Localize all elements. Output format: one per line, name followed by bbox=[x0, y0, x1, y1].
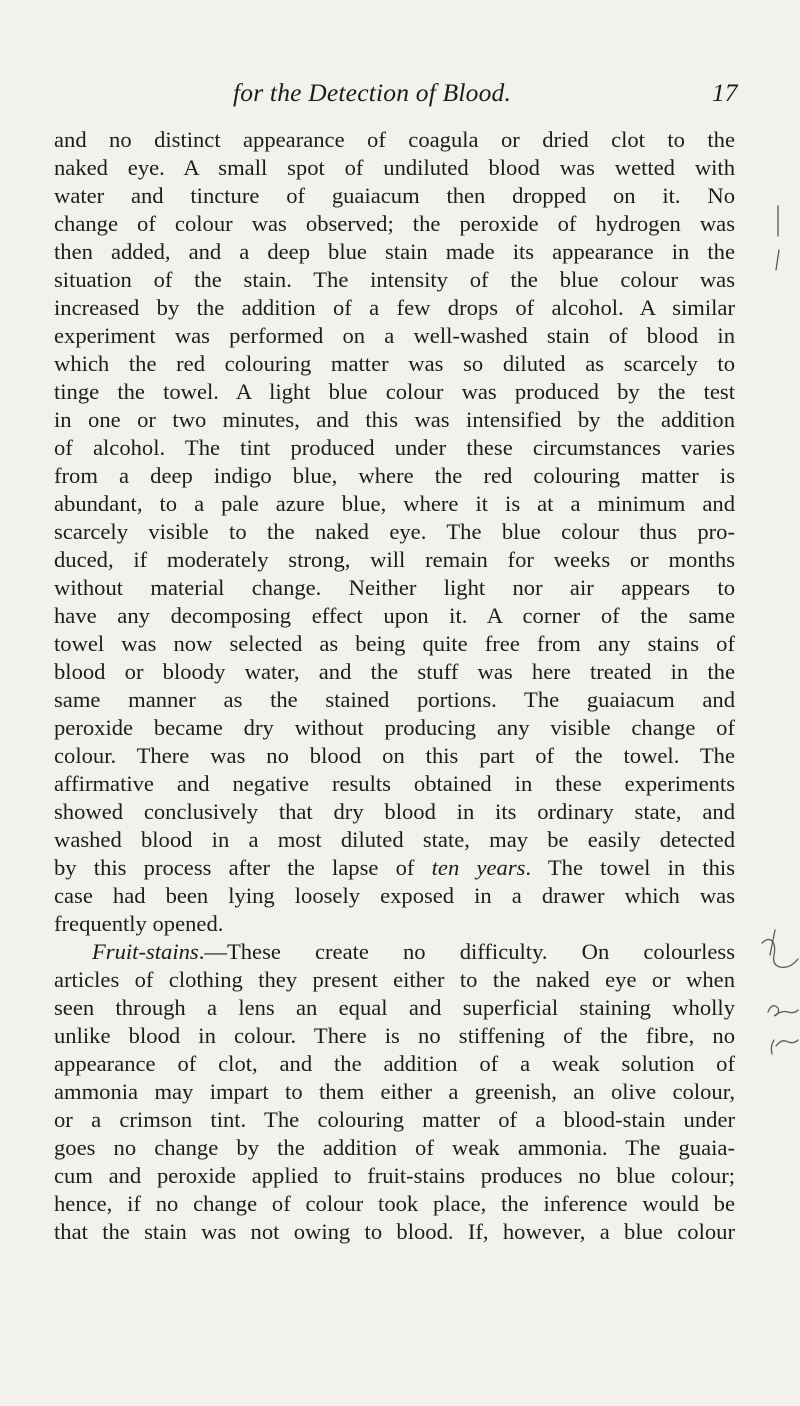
text-line: goes no change by the addition of weak ammonia. The guaia- bbox=[54, 1135, 735, 1160]
text-segment: by this process after the lapse of bbox=[54, 855, 432, 880]
text-line: blood or bloody water, and the stuff was here treated in the bbox=[54, 659, 735, 684]
text-line: hence, if no change of colour took place, the inference would be bbox=[54, 1191, 735, 1216]
text-line: abundant, to a pale azure blue, where it is at a minimum and bbox=[54, 491, 735, 516]
text-line: appearance of clot, and the addition of a weak solution of bbox=[54, 1051, 735, 1076]
margin-scribble bbox=[770, 930, 775, 955]
text-line: experiment was performed on a well-washed stain of blood in bbox=[54, 323, 735, 348]
page-number: 17 bbox=[712, 78, 738, 107]
text-line: washed blood in a most diluted state, may be easily detected bbox=[54, 827, 735, 852]
text-line: cum and peroxide applied to fruit-stains produces no blue colour; bbox=[54, 1163, 735, 1188]
text-line: colour. There was no blood on this part of the towel. The bbox=[54, 743, 735, 768]
text-line: have any decomposing effect upon it. A corner of the same bbox=[54, 603, 735, 628]
text-line: water and tincture of guaiacum then dropped on it. No bbox=[54, 183, 735, 208]
text-line: duced, if moderately strong, will remain for weeks or months bbox=[54, 547, 735, 572]
text-line: peroxide became dry without producing any visible change of bbox=[54, 715, 735, 740]
text-line: affirmative and negative results obtained in these experiments bbox=[54, 771, 735, 796]
text-line: scarcely visible to the naked eye. The blue colour thus pro- bbox=[54, 519, 735, 544]
margin-scribble bbox=[771, 1040, 798, 1054]
paragraph-start-fruit-stains bbox=[92, 938, 735, 966]
text-line: without material change. Neither light nor air appears to bbox=[54, 575, 735, 600]
text-line: seen through a lens an equal and superficial staining wholly bbox=[54, 995, 735, 1020]
text-line: and no distinct appearance of coagula or dried clot to the bbox=[54, 127, 735, 152]
text-segment: .—These create no difficulty. On colourless bbox=[198, 939, 735, 964]
text-segment: . The towel in this bbox=[525, 855, 735, 880]
text-line: unlike blood in colour. There is no stiffening of the fibre, no bbox=[54, 1023, 735, 1048]
text-line: change of colour was observed; the peroxide of hydrogen was bbox=[54, 211, 735, 236]
text-line: in one or two minutes, and this was intensified by the addition bbox=[54, 407, 735, 432]
text-line bbox=[54, 854, 735, 882]
text-line: naked eye. A small spot of undiluted blood was wetted with bbox=[54, 155, 735, 180]
text-line: of alcohol. The tint produced under these circumstances varies bbox=[54, 435, 735, 460]
text-line: showed conclusively that dry blood in its ordinary state, and bbox=[54, 799, 735, 824]
text-line: ammonia may impart to them either a greenish, an olive colour, bbox=[54, 1079, 735, 1104]
text-line: or a crimson tint. The colouring matter of a blood-stain under bbox=[54, 1107, 735, 1132]
emphasis-ten-years: ten years bbox=[431, 855, 526, 880]
text-line: frequently opened. bbox=[54, 911, 224, 936]
text-line: that the stain was not owing to blood. If, however, a blue colour bbox=[54, 1219, 735, 1244]
text-line: from a deep indigo blue, where the red colouring matter is bbox=[54, 463, 735, 488]
page-header bbox=[0, 78, 800, 112]
text-line: then added, and a deep blue stain made its appearance in the bbox=[54, 239, 735, 264]
text-line: which the red colouring matter was so diluted as scarcely to bbox=[54, 351, 735, 376]
text-line: tinge the towel. A light blue colour was produced by the test bbox=[54, 379, 735, 404]
text-line: increased by the addition of a few drops of alcohol. A similar bbox=[54, 295, 735, 320]
margin-scribble bbox=[768, 1006, 798, 1016]
margin-tick-mark bbox=[776, 250, 779, 270]
text-line: situation of the stain. The intensity of the blue colour was bbox=[54, 267, 735, 292]
running-title: for the Detection of Blood. bbox=[233, 78, 512, 107]
text-line: articles of clothing they present either to the naked eye or when bbox=[54, 967, 735, 992]
margin-scribble bbox=[762, 939, 798, 967]
section-heading-fruit-stains: Fruit-stains bbox=[92, 939, 199, 964]
text-line: same manner as the stained portions. The guaiacum and bbox=[54, 687, 735, 712]
text-line: case had been lying loosely exposed in a drawer which was bbox=[54, 883, 735, 908]
text-line: towel was now selected as being quite free from any stains of bbox=[54, 631, 735, 656]
